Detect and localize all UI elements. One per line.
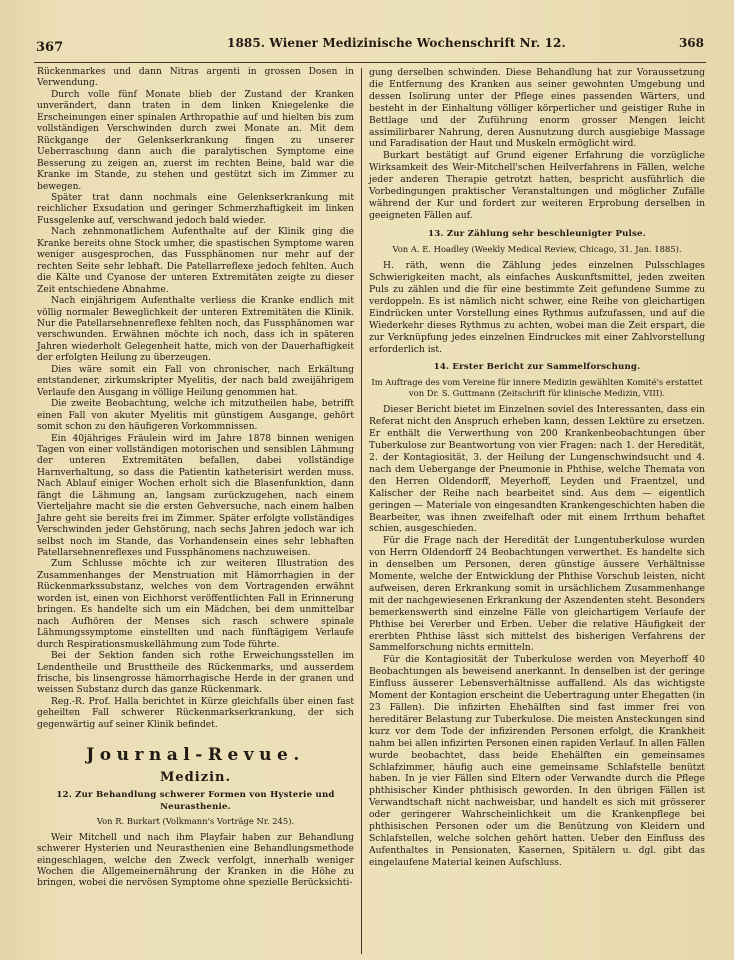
paragraph: Später trat dann nochmals eine Gelenkserkrankung mit reichlicher Exsudation und geringer Schmerzhaftigkeit im linken Fussgelenke auf, verschwand jedoch bald wieder. [37,192,354,226]
paragraph: gung derselben schwinden. Diese Behandlung hat zur Voraussetzung die Entfernung des Kranken aus seiner gewohnten Umgebung und dessen Isolirung unter der Pflege eines passenden Wärters, und besteht in der Einhaltung völliger körperlicher und geistiger Ruhe in Bettlage und der Zuführung enorm grosser Mengen leicht assimilirbarer Nahrung, deren Ausnutzung durch ausgiebige Massage und Faradisation der Haut und Muskeln ermöglicht wird. [369,67,705,150]
paragraph: Burkart bestätigt auf Grund eigener Erfahrung die vorzügliche Wirksamkeit des Weir-Mitchell'schen Heilverfahrens in Fällen, welche jeder anderen Therapie getrotzt hatten, bespricht ausführlich die Vorbedingungen praktischer Veranstaltungen und möglicher Zufälle während der Kur und fordert zur weiteren Erprobung derselben in geeigneten Fällen auf. [369,150,705,221]
journal-header-title: 1885. Wiener Medizinische Wochenschrift Nr. 12. [227,36,566,50]
left-column [37,67,354,890]
paragraph: Die zweite Beobachtung, welche ich mitzutheilen habe, betrifft einen Fall von akuter Myelitis mit günstigem Ausgange, gehört somit schon zu den häufigeren Vorkommnissen. [37,399,354,433]
section-14-title: 14. Erster Bericht zur Sammelforschung. [433,362,641,373]
paragraph: Nach zehnmonatlichem Aufenthalte auf der Klinik ging die Kranke bereits ohne Stock umher, die spastischen Symptome waren weniger ausgesprochen, das Fussphänomen nur mehr auf der rechten Seite sehr lebhaft. Die Patellarreflexe jedoch fehlten. Auch die Kälte und Cyanose der unteren Extremitäten zeigte zu dieser Zeit entschiedene Abnahme. [37,227,354,295]
paragraph: Reg.-R. Prof. Halla berichtet in Kürze gleichfalls über einen fast geheilten Fall schwerer Rückenmarkserkrankung, der sich gegenwärtig auf seiner Klinik befindet. [37,696,354,730]
right-column [369,67,705,869]
paragraph: Zum Schlusse möchte ich zur weiteren Illustration des Zusammenhanges der Menstruation mit Hämorrhagien in der Rückenmarkssubstanz, welches von dem Vortragenden erwähnt worden ist, einen von Eichhorst veröffentlichten Fall in Erinnerung bringen. Es handelte sich um ein Mädchen, bei dem unmittelbar nach Aufhören der Menses sich rasch schwere spinale Lähmungssymptome einstellten und nach fünftägigem Verlaufe durch Respirationsmuskellähmung zum Tode führte. [37,559,354,650]
journal-revue-heading: Journal-Revue. [86,745,305,766]
running-header [34,30,704,56]
section-14-source: Im Auftrage des vom Vereine für innere Medizin gewählten Komité's erstattet von Dr. S. Guttmann (Zeitschrift für klinische Medizin, VIII). [371,377,703,398]
paragraph: Dies wäre somit ein Fall von chronischer, nach Erkältung entstandener, zirkumskripter Myelitis, der nach bald zweijährigem Verlaufe den Ausgang in völlige Heilung genommen hat. [37,364,354,398]
paragraph: Für die Frage nach der Heredität der Lungentuberkulose wurden von Herrn Oldendorff 24 Beobachtungen verwerthet. Es handelte sich in denselben um Personen, deren günstige äussere Verhältnisse Momente, welche der Entwicklung der Phthise Vorschub leisten, nicht aufweisen, deren Erkrankung somit in ursächlichem Zusammenhange mit der nachgewiesenen Erkrankung der Aszendenten steht. Besonders bemerkenswerth sind einzelne Fälle von gleichartigem Verlaufe der Phthise bei Vererber und Erben. Ueber die relative Häufigkeit der ererbten Phthise lässt sich mittelst des bisherigen Verfahrens der Sammelforschung nichts ermitteln. [369,535,705,654]
paragraph: Durch volle fünf Monate blieb der Zustand der Kranken unverändert, dann traten in dem linken Kniegelenke die Erscheinungen einer spinalen Arthropathie auf und hielten bis zum vollständigen Verschwinden durch zwei Monate an. Mit dem Rückgange der Gelenkserkrankung fingen zu unserer Ueberraschung dann auch die paralytischen Symptome eine Besserung zu zeigen an, zuerst im rechten Beine, bald war die Kranke im Stande, zu stehen und gestützt sich im Zimmer zu bewegen. [37,89,354,192]
section-12-source: Von R. Burkart (Volkmann's Vorträge Nr. 245). [96,816,295,827]
paragraph: Weir Mitchell und nach ihm Playfair haben zur Behandlung schwerer Hysterien und Neurasthenien eine Behandlungsmethode eingeschlagen, welche den Zweck verfolgt, innerhalb weniger Wochen die Allgemeinernährung der Kranken in die Höhe zu bringen, wobei die nervösen Symptome ohne spezielle Berücksichti- [37,832,354,889]
paragraph: Für die Kontagiosität der Tuberkulose werden von Meyerhoff 40 Beobachtungen als beweisend anerkannt. In denselben ist der geringe Einfluss äusserer Lebensverhältnisse auffallend. Als das wichtigste Moment der Kontagion erscheint die Uebertragung unter Ehegatten (in 23 Fällen). Die infizirten Ehehälften sind fast immer frei von hereditärer Belastung zur Tuberkulose. Die meisten Ansteckungen sind kurz vor dem Tode der infizirenden Personen erfolgt, die Krankheit nahm bei allen infizirten Personen einen rapiden Verlauf. In allen Fällen wurde beobachtet, dass beide Ehehälften ein gemeinsames Schlafzimmer, häufig auch eine gemeinsame Schlafstelle benützt haben. In je vier Fällen sind Eltern oder Verwandte durch die Pflege phthisischer Kinder phthisisch geworden. In den übrigen Fällen ist Verwandtschaft nicht nachweisbar, und handelt es sich mit grösserer oder geringerer Wahrscheinlichkeit um die Krankenpflege bei phthisischen Personen oder um die Benützung von Kleidern und Schlafstellen, welche solchen gehört hatten. Ueber den Einfluss des Aufenthaltes in Pensionaten, Kasernen, Spitälern u. dgl. gibt das eingelaufene Material keinen Aufschluss. [369,654,705,868]
header-rule [34,62,706,63]
paragraph: Ein 40jähriges Fräulein wird im Jahre 1878 binnen wenigen Tagen von einer vollständigen motorischen und sensiblen Lähmung der unteren Extremitäten befallen, dabei vollständige Harnverhaltung, so dass die Patientin katheterisirt werden muss. Nach Ablauf einiger Wochen erholt sich die Blasenfunktion, dann fängt die Lähmung an, langsam zurückzugehen, nach einem Vierteljahre macht sie die ersten Gehversuche, nach einem halben Jahre geht sie bereits frei im Zimmer. Später erfolgte vollständiges Verschwinden jeder Gehstörung, nach sechs Jahren jedoch war ich selbst noch im Stande, das Vorhandensein eines sehr lebhaften Patellarsehnenreflexes und Fussphänomens nachzuweisen. [37,433,354,559]
paragraph: Rückenmarkes und dann Nitras argenti in grossen Dosen in Verwendung. [37,67,354,89]
paragraph: Dieser Bericht bietet im Einzelnen soviel des Interessanten, dass ein Referat nicht den Anspruch erheben kann, dessen Lektüre zu ersetzen. Er enthält die Verwerthung von 200 Krankenbeobachtungen über Tuberkulose zur Beantwortung von vier Fragen: nach 1. der Heredität, 2. der Kontagiosität, 3. der Heilung der Lungenschwindsucht und 4. nach dem Uebergange der Pneumonie in Phthise, welche Themata von den Herren Oldendorff, Meyerhoff, Leyden und Fraentzel, und Kalischer der Reihe nach bearbeitet sind. Aus dem — eigentlich geringen — Materiale von eingesandten Krankengeschichten haben die Bearbeiter, was ihnen zweifelhaft oder mit einem Irrthum behaftet schien, ausgeschieden. [369,404,705,535]
paragraph: Nach einjährigem Aufenthalte verliess die Kranke endlich mit völlig normaler Beweglichkeit der unteren Extremitäten die Klinik. Nur die Patellarsehnenreflexe fehlten noch, das Fussphänomen war verschwunden. Erwähnen möchte ich noch, dass ich in späteren Jahren wiederholt Gelegenheit hatte, mich von der Dauerhaftigkeit der erfolgten Heilung zu überzeugen. [37,296,354,364]
medizin-heading: Medizin. [160,769,231,785]
page-number-left: 367 [36,40,64,55]
section-13-source: Von A. E. Hoadley (Weekly Medical Review, Chicago, 31. Jan. 1885). [392,243,682,254]
paragraph: H. räth, wenn die Zählung jedes einzelnen Pulsschlages Schwierigkeiten macht, als einfaches Auskunftsmittel, jeden zweiten Puls zu zählen und die für eine bestimmte Zeit gefundene Summe zu verdoppeln. Es ist nämlich nicht schwer, eine Reihe von gleichartigen Eindrücken unter Vorstellung eines Rythmus aufzufassen, und auf die Wiederkehr dieses Rythmus zu achten, wobei man die Zeit erspart, die zur Verknüpfung jedes einzelnen Eindruckes mit einer Zahlvorstellung erforderlich ist. [369,260,705,355]
page-number-right: 368 [678,36,704,50]
column-divider [361,68,362,954]
section-12-title: 12. Zur Behandlung schwerer Formen von Hysterie und Neurasthenie. [56,790,335,812]
paragraph: Bei der Sektion fanden sich rothe Erweichungsstellen im Lendentheile und Brusttheile des Rückenmarks, und ausserdem frische, bis linsengrosse hämorrhagische Herde in der granen und weissen Substanz durch das ganze Rückenmark. [37,651,354,696]
section-13-title: 13. Zur Zählung sehr beschleunigter Pulse. [428,228,646,239]
